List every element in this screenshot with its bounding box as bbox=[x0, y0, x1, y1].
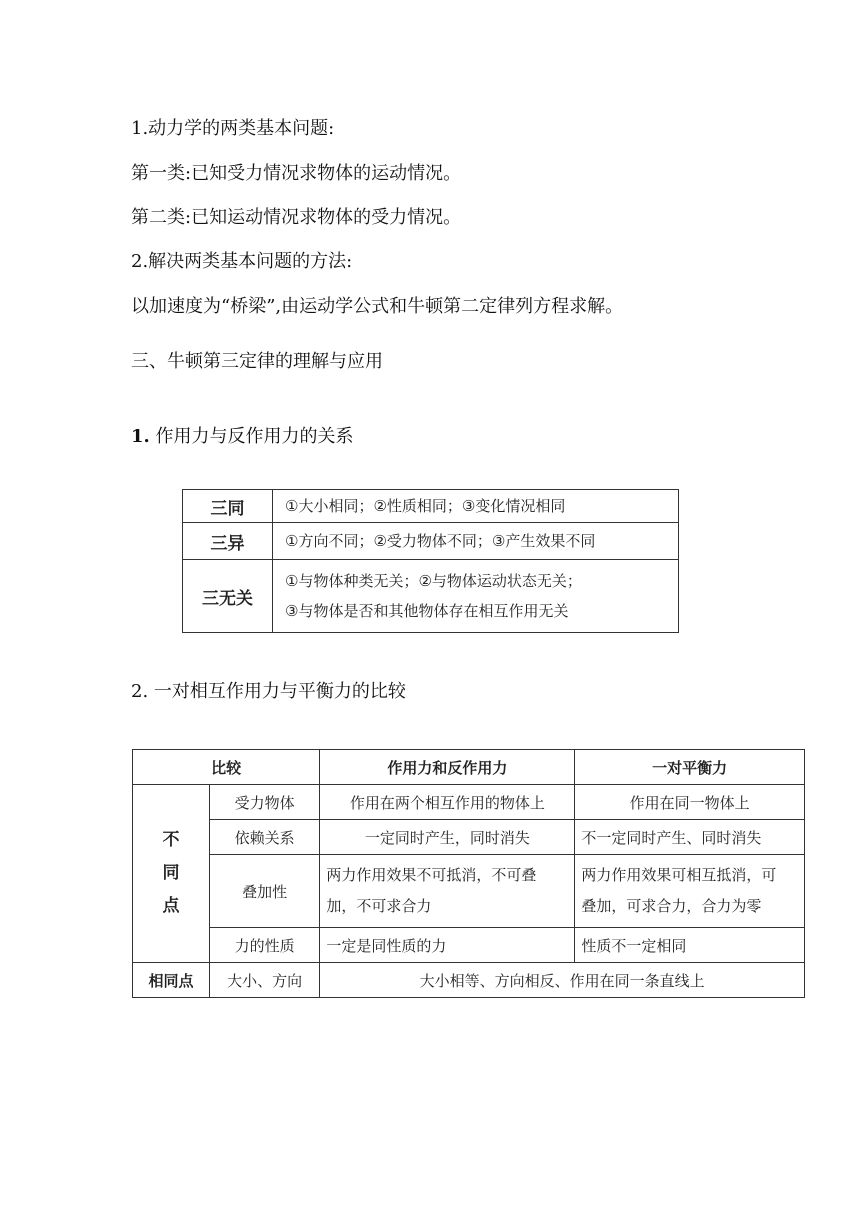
action-cell: 一定是同性质的力 bbox=[320, 928, 575, 963]
cell-line: 叠加，可求合力，合力为零 bbox=[581, 897, 762, 915]
aspect-cell: 大小、方向 bbox=[210, 963, 320, 998]
cell-line: 两力作用效果可相互抵消，可 bbox=[581, 866, 777, 884]
table-key: 三同 bbox=[183, 490, 273, 523]
diff-label bbox=[133, 785, 210, 963]
table-value-line: ③与物体是否和其他物体存在相互作用无关 bbox=[285, 602, 569, 620]
text-line: 第一类:已知受力情况求物体的运动情况。 bbox=[131, 163, 462, 184]
table-key: 三异 bbox=[183, 523, 273, 560]
header-action: 作用力和反作用力 bbox=[320, 750, 575, 785]
diff-label-char: 不 bbox=[162, 830, 180, 850]
action-cell: 作用在两个相互作用的物体上 bbox=[320, 785, 575, 820]
subheading-1 bbox=[131, 425, 354, 449]
balance-cell bbox=[575, 855, 805, 928]
table-value: ①大小相同；②性质相同；③变化情况相同 bbox=[273, 490, 679, 523]
table-key: 三无关 bbox=[183, 560, 273, 633]
header-balance: 一对平衡力 bbox=[575, 750, 805, 785]
aspect-cell: 叠加性 bbox=[210, 855, 320, 928]
table-value: ①方向不同；②受力物体不同；③产生效果不同 bbox=[273, 523, 679, 560]
subheading-number: 1. bbox=[131, 426, 150, 447]
text-line: 第二类:已知运动情况求物体的受力情况。 bbox=[131, 207, 462, 228]
cell-line: 两力作用效果不可抵消，不可叠 bbox=[326, 866, 537, 884]
diff-label-char: 同 bbox=[162, 863, 180, 883]
subheading-2: 2. 一对相互作用力与平衡力的比较 bbox=[131, 681, 406, 702]
text-line: 1.动力学的两类基本问题: bbox=[131, 118, 335, 139]
cell-line: 加，不可求合力 bbox=[326, 897, 432, 915]
aspect-cell: 依赖关系 bbox=[210, 820, 320, 855]
text-line: 2.解决两类基本问题的方法: bbox=[131, 251, 353, 272]
section-heading: 三、牛顿第三定律的理解与应用 bbox=[131, 351, 383, 372]
table-value bbox=[273, 560, 679, 633]
table-value-line: ①与物体种类无关；②与物体运动状态无关； bbox=[285, 572, 582, 590]
balance-cell: 作用在同一物体上 bbox=[575, 785, 805, 820]
relation-table bbox=[182, 489, 679, 633]
action-cell bbox=[320, 855, 575, 928]
text-line: 以加速度为“桥梁”,由运动学公式和牛顿第二定律列方程求解。 bbox=[131, 296, 624, 317]
same-value: 大小相等、方向相反、作用在同一条直线上 bbox=[320, 963, 805, 998]
balance-cell: 不一定同时产生、同时消失 bbox=[575, 820, 805, 855]
diff-label-char: 点 bbox=[162, 896, 180, 916]
aspect-cell: 受力物体 bbox=[210, 785, 320, 820]
header-compare: 比较 bbox=[133, 750, 320, 785]
same-label: 相同点 bbox=[133, 963, 210, 998]
subheading-text: 作用力与反作用力的关系 bbox=[155, 426, 354, 447]
comparison-table bbox=[132, 749, 805, 998]
action-cell: 一定同时产生，同时消失 bbox=[320, 820, 575, 855]
aspect-cell: 力的性质 bbox=[210, 928, 320, 963]
balance-cell: 性质不一定相同 bbox=[575, 928, 805, 963]
